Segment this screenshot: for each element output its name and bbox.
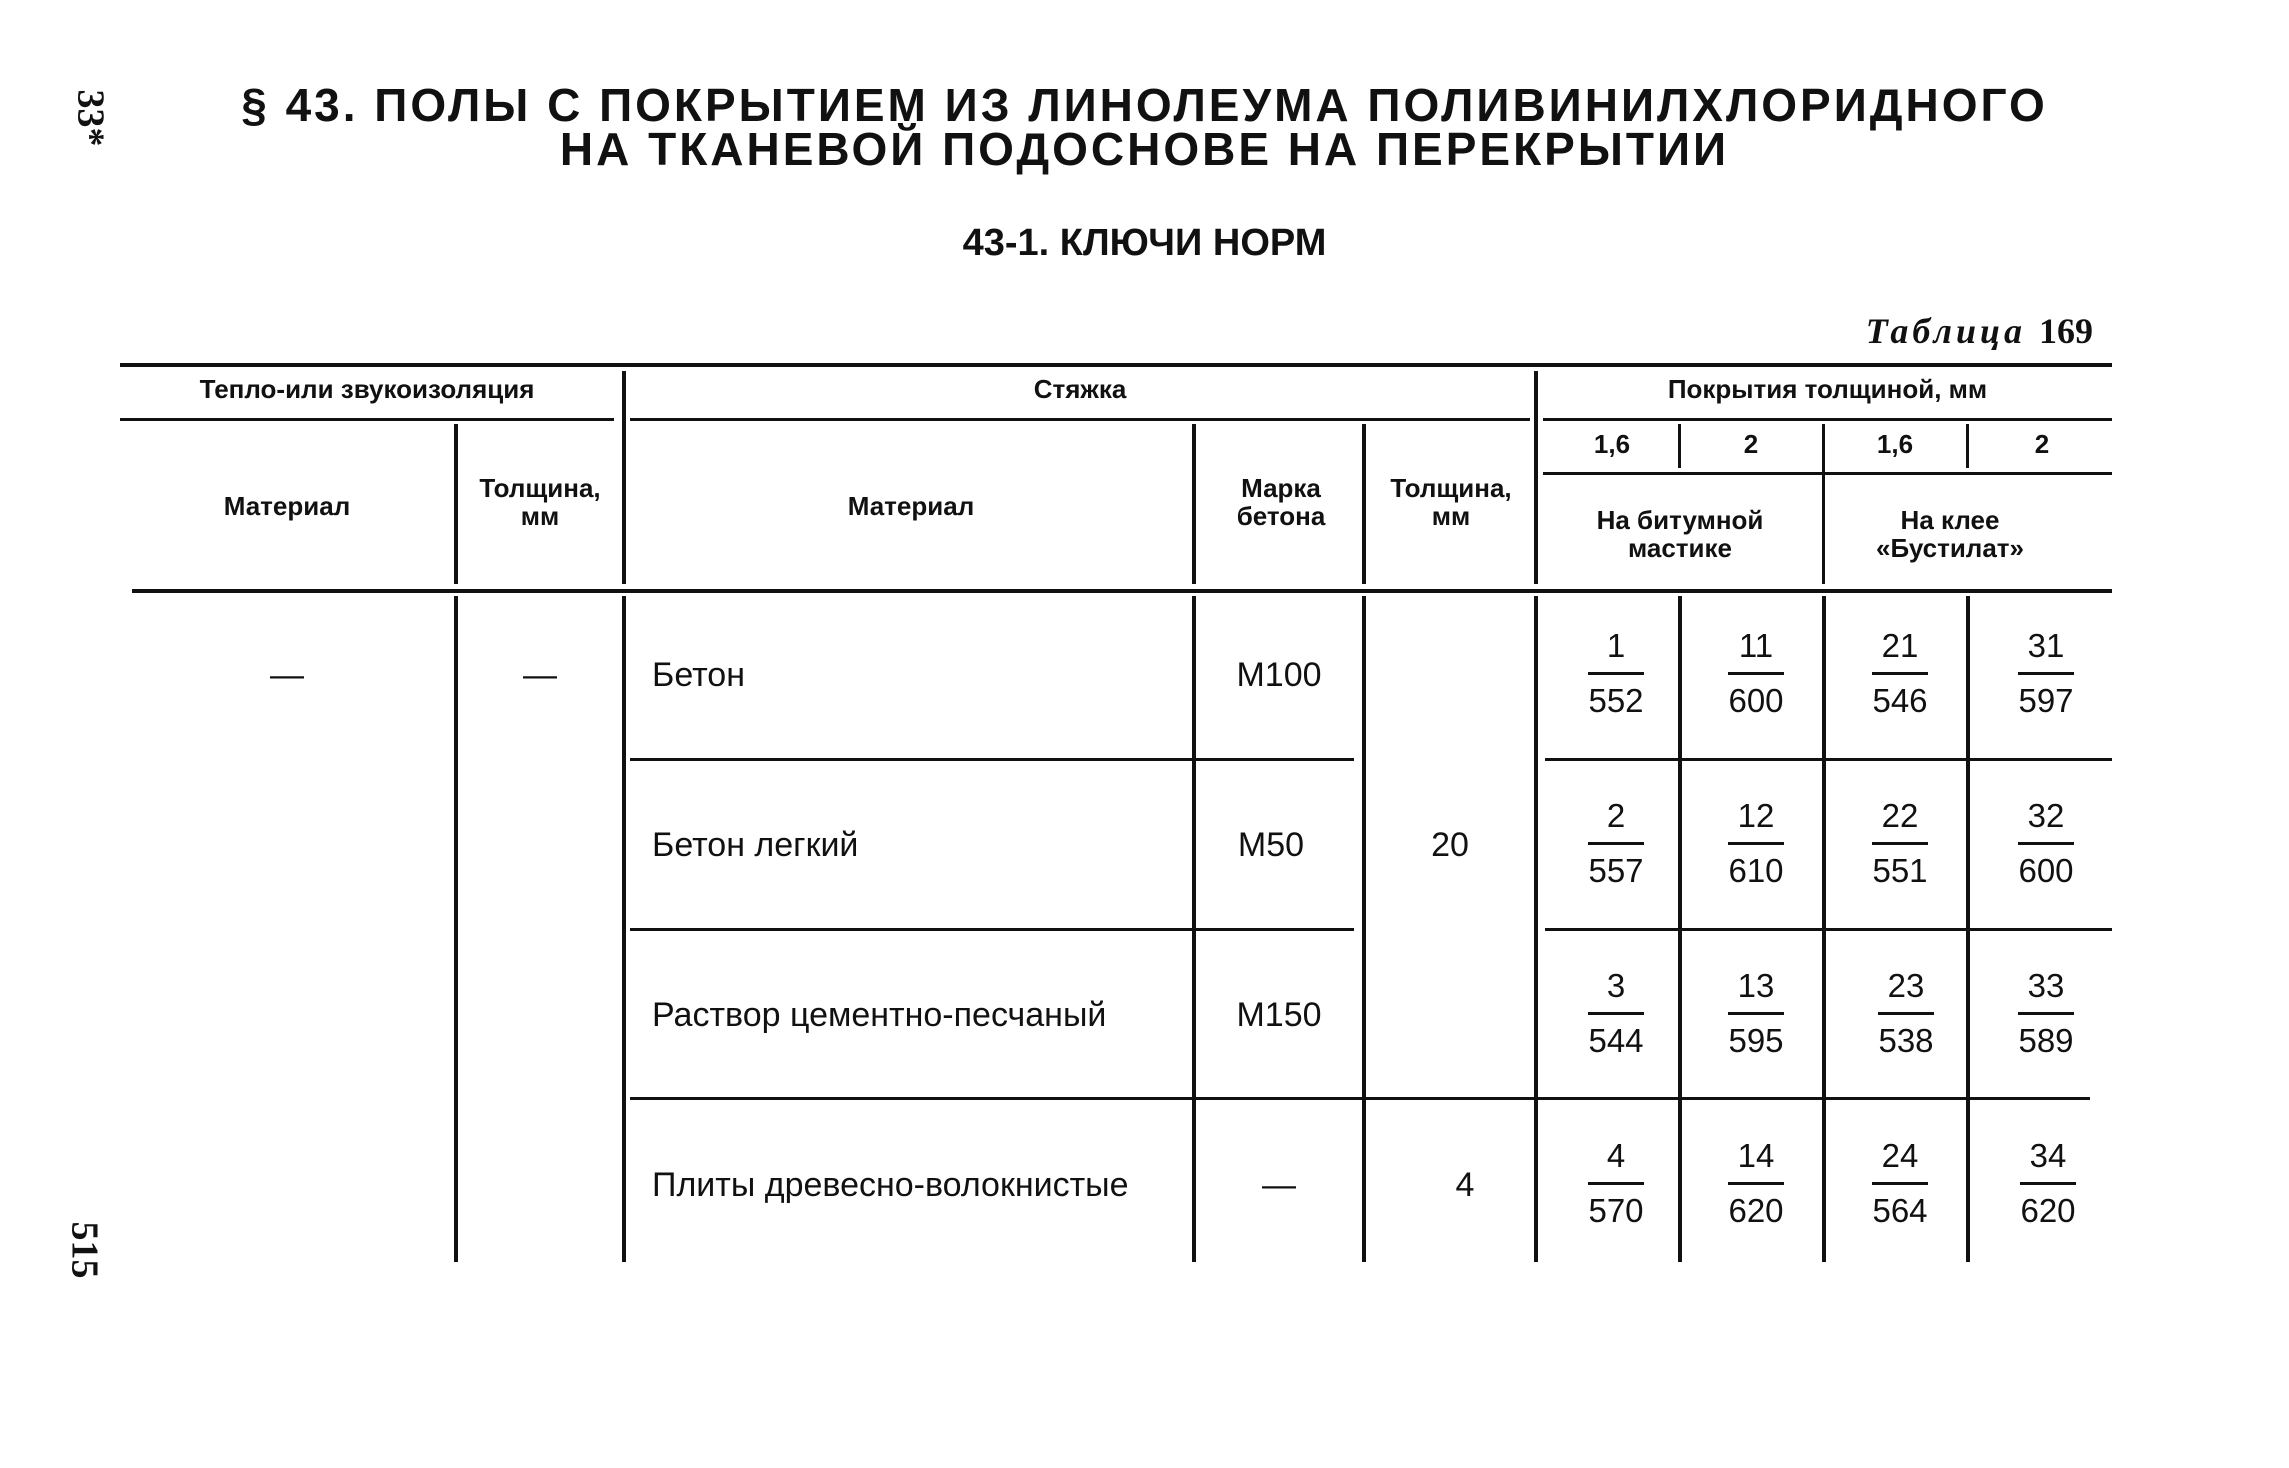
code-r1-c4: 31 597	[2018, 627, 2074, 719]
code-r3-c1: 3 544	[1588, 967, 1644, 1059]
header-thickness-2: 2	[1743, 429, 1759, 459]
table-label: Таблица	[1865, 311, 2026, 351]
row-rule-3	[630, 1097, 2090, 1100]
col-sep-cov-3-head	[1966, 424, 1969, 468]
row3-material: Раствор цементно-песчаный	[652, 995, 1107, 1034]
col-sep-cov-1-head	[1678, 424, 1681, 468]
row4-grade: —	[1262, 1165, 1296, 1204]
row-rule-1-left	[630, 758, 1354, 761]
header-bottom-rule	[132, 589, 2112, 593]
col-sep-cov-2-body	[1822, 596, 1826, 1262]
header-thickness-1: 1,6	[1593, 429, 1631, 459]
code-r4-c4: 34 620	[2020, 1137, 2076, 1229]
row1-ins-material: —	[270, 655, 304, 694]
code-r1-c3: 21 546	[1872, 627, 1928, 719]
code-r3-c4: 33 589	[2018, 967, 2074, 1059]
col-sep-cov-2-head	[1822, 424, 1825, 584]
table-number: 169	[2039, 311, 2093, 351]
subsection-title: 43-1. КЛЮЧИ НОРМ	[962, 222, 1327, 264]
header-bitumen: На битумной мастике	[1596, 505, 1764, 563]
code-r1-c2: 11 600	[1728, 627, 1784, 719]
row4-material: Плиты древесно-волокнистые	[652, 1165, 1129, 1204]
col-sep-ins-thickness-body	[454, 596, 458, 1262]
col-sep-screed-body	[622, 596, 626, 1262]
rule-under-screed	[630, 418, 1530, 421]
col-sep-cov-1-body	[1678, 596, 1682, 1262]
page-mark-top: 33*	[69, 89, 112, 147]
section-title-line1: § 43. ПОЛЫ С ПОКРЫТИЕМ ИЗ ЛИНОЛЕУМА ПОЛИВИНИЛХЛОРИДНОГО	[241, 79, 2048, 131]
code-r4-c1: 4 570	[1588, 1137, 1644, 1229]
code-r2-c2: 12 610	[1728, 797, 1784, 889]
row1-material: Бетон	[652, 655, 745, 694]
header-ins-thickness: Толщина, мм	[479, 473, 601, 531]
code-r2-c4: 32 600	[2018, 797, 2074, 889]
header-insulation: Тепло-или звукоизоляция	[199, 374, 535, 404]
code-r1-c1: 1 552	[1588, 627, 1644, 719]
table-caption	[1866, 310, 2093, 352]
header-screed-material: Материал	[847, 491, 975, 521]
code-r4-c3: 24 564	[1872, 1137, 1928, 1229]
header-coverage: Покрытия толщиной, мм	[1667, 374, 1988, 404]
row-rule-1-right	[1545, 758, 2112, 761]
section-title-line2: НА ТКАНЕВОЙ ПОДОСНОВЕ НА ПЕРЕКРЫТИИ	[559, 123, 1730, 175]
col-sep-ins-thickness	[454, 424, 458, 584]
header-screed-thickness: Толщина, мм	[1390, 473, 1512, 531]
row4-thickness: 4	[1455, 1165, 1475, 1204]
header-thickness-4: 2	[2034, 429, 2050, 459]
row2-material: Бетон легкий	[652, 825, 859, 864]
code-r4-c2: 14 620	[1728, 1137, 1784, 1229]
row-rule-2-left	[630, 928, 1354, 931]
code-r2-c3: 22 551	[1872, 797, 1928, 889]
code-r3-c3: 23 538	[1878, 967, 1934, 1059]
col-sep-coverage-head	[1534, 371, 1538, 584]
row1to3-thickness: 20	[1431, 825, 1469, 864]
col-sep-thickness-head	[1362, 424, 1366, 584]
col-sep-screed-head	[622, 371, 626, 584]
header-screed: Стяжка	[1033, 374, 1127, 404]
table-top-rule	[120, 363, 2112, 367]
header-glue: На клее «Бустилат»	[1876, 505, 2024, 563]
rule-under-thickness-values	[1543, 472, 2112, 475]
row1-ins-thickness: —	[523, 655, 557, 694]
row3-grade: М150	[1236, 995, 1322, 1034]
code-r3-c2: 13 595	[1728, 967, 1784, 1059]
col-sep-thickness-body	[1362, 596, 1366, 1262]
row-rule-2-right	[1545, 928, 2112, 931]
col-sep-cov-3-body	[1966, 596, 1970, 1262]
rule-under-coverage	[1543, 418, 2112, 421]
row1-grade: М100	[1236, 655, 1322, 694]
header-concrete-grade: Марка бетона	[1236, 473, 1326, 531]
header-ins-material: Материал	[223, 491, 351, 521]
code-r2-c1: 2 557	[1588, 797, 1644, 889]
rule-under-insulation	[120, 418, 614, 421]
page-number: 515	[63, 1221, 106, 1279]
row2-grade: М50	[1237, 825, 1305, 864]
col-sep-grade-head	[1192, 424, 1196, 584]
header-thickness-3: 1,6	[1876, 429, 1914, 459]
